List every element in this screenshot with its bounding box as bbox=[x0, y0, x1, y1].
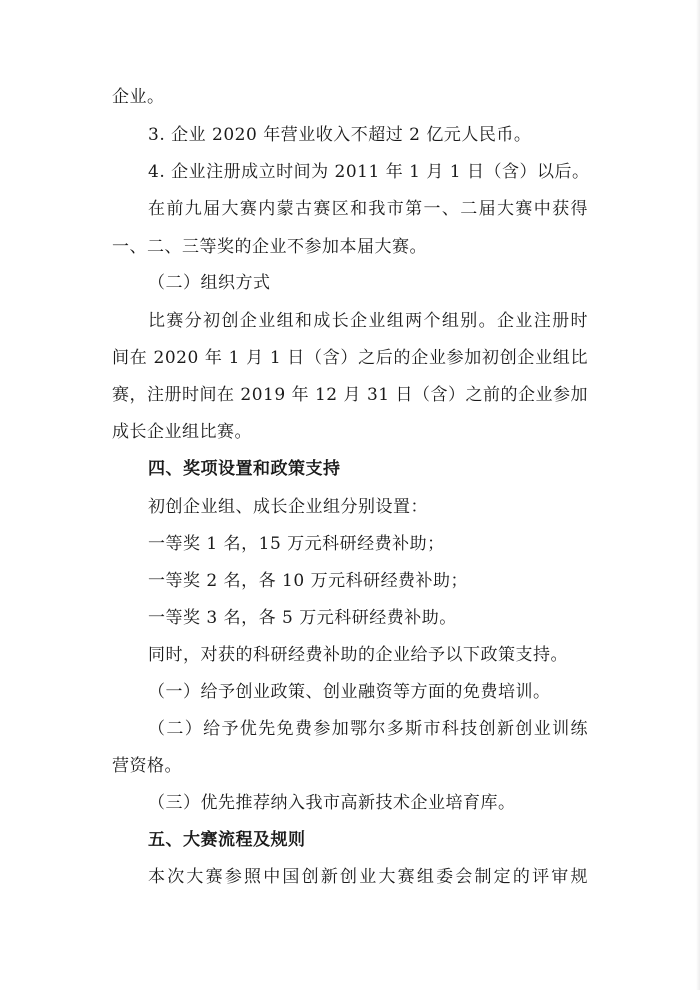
text-line-5: 一、二、三等奖的企业不参加本届大赛。 bbox=[112, 237, 427, 257]
text-line-10: 成长企业组比赛。 bbox=[112, 422, 252, 442]
award-line-3: 一等奖 3 名，各 5 万元科研经费补助。 bbox=[148, 608, 457, 628]
text-line-3: 4. 企业注册成立时间为 2011 年 1 月 1 日（含）以后。 bbox=[148, 162, 590, 182]
text-line-19: 营资格。 bbox=[112, 756, 182, 776]
policy-line-3: （三）优先推荐纳入我市高新技术企业培育库。 bbox=[148, 793, 516, 813]
text-line-2: 3. 企业 2020 年营业收入不超过 2 亿元人民币。 bbox=[148, 125, 532, 145]
text-line-16: 同时，对获的科研经费补助的企业给予以下政策支持。 bbox=[148, 645, 568, 665]
policy-line-2: （二）给予优先免费参加鄂尔多斯市科技创新创业训练 bbox=[148, 719, 588, 739]
text-line-22: 本次大赛参照中国创新创业大赛组委会制定的评审规 bbox=[148, 867, 588, 887]
text-line-7: 比赛分初创企业组和成长企业组两个组别。企业注册时 bbox=[148, 311, 588, 331]
text-line-8: 间在 2020 年 1 月 1 日（含）之后的企业参加初创企业组比 bbox=[112, 348, 588, 368]
text-line-1: 企业。 bbox=[112, 87, 165, 107]
policy-line-1: （一）给予创业政策、创业融资等方面的免费培训。 bbox=[148, 682, 551, 702]
section-heading-process: 五、大赛流程及规则 bbox=[148, 830, 306, 850]
award-line-2: 一等奖 2 名，各 10 万元科研经费补助； bbox=[148, 571, 469, 591]
text-line-12: 初创企业组、成长企业组分别设置： bbox=[148, 497, 428, 517]
section-heading-organization: （二）组织方式 bbox=[148, 273, 271, 293]
award-line-1: 一等奖 1 名，15 万元科研经费补助； bbox=[148, 534, 445, 554]
scan-edge-shadow bbox=[696, 0, 700, 990]
section-heading-awards: 四、奖项设置和政策支持 bbox=[148, 459, 341, 479]
text-line-4: 在前九届大赛内蒙古赛区和我市第一、二届大赛中获得 bbox=[148, 199, 588, 219]
text-line-9: 赛，注册时间在 2019 年 12 月 31 日（含）之前的企业参加 bbox=[112, 385, 588, 405]
